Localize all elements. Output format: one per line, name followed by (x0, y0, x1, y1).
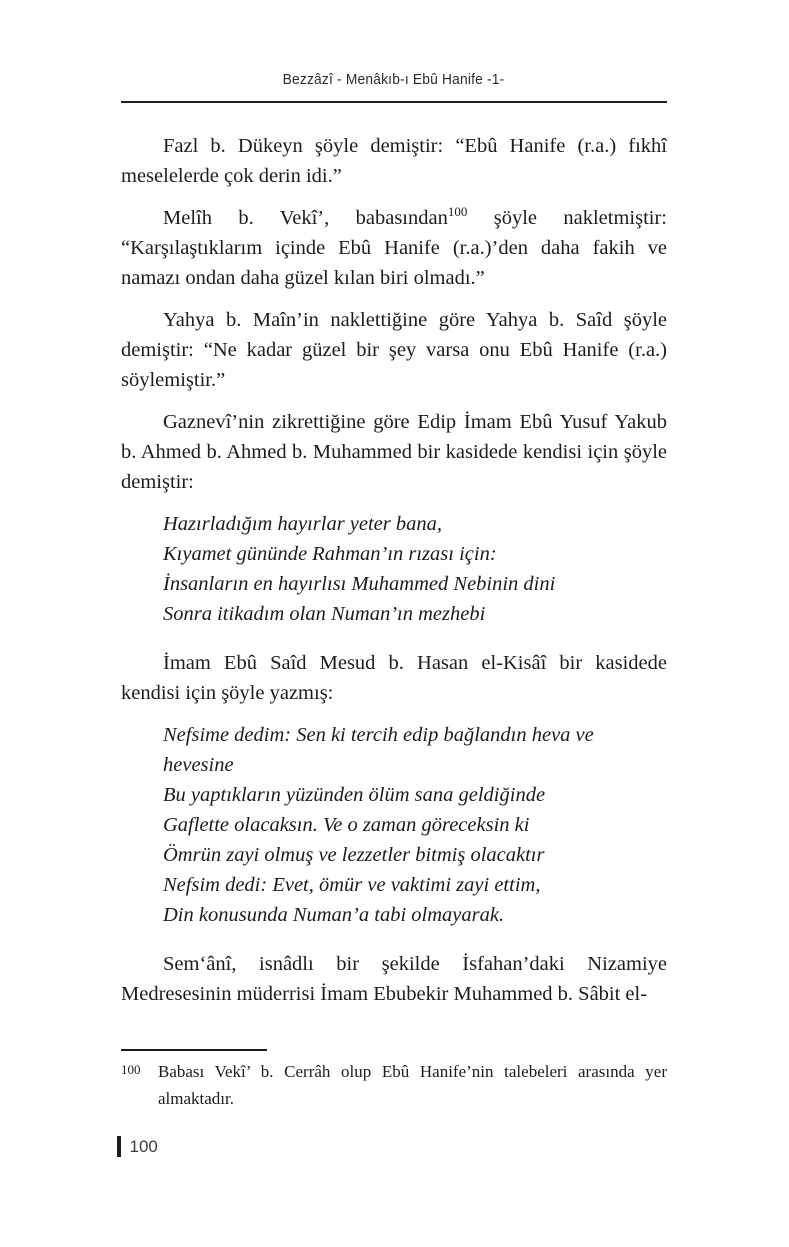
footnote-separator (121, 1049, 267, 1051)
paragraph-3: Yahya b. Maîn’in naklettiğine göre Yahya b. Saîd şöyle demiştir: “Ne kadar güzel bir şey varsa onu Ebû Hanife (r.a.) söylemiştir.” (121, 309, 667, 391)
header-rule (121, 101, 667, 103)
footnote-text: Babası Vekî’ b. Cerrâh olup Ebû Hanife’nin talebeleri arasında yer almaktadır. (158, 1062, 667, 1108)
poem-1-line: Kıyamet gününde Rahman’ın rızası için: (163, 543, 497, 565)
page-number (117, 1136, 158, 1157)
running-header-title: Bezzâzî - Menâkıb-ı Ebû Hanife -1- (283, 71, 505, 88)
poem-2-line: Bu yaptıkların yüzünden ölüm sana geldiğinde (163, 784, 546, 806)
paragraph-2 (121, 203, 667, 293)
poem-2 (163, 720, 667, 930)
page-number-value: 100 (129, 1137, 158, 1156)
paragraph-1: Fazl b. Dükeyn şöyle demiştir: “Ebû Hanife (r.a.) fıkhî meselelerde çok derin idi.” (121, 135, 667, 187)
poem-2-line: Din konusunda Numan’a tabi olmayarak. (163, 904, 505, 926)
poem-2-line: Gaflette olacaksın. Ve o zaman göreceksin ki (163, 814, 530, 836)
running-header (121, 71, 667, 88)
paragraph-2-before-ref: Melîh b. Vekî’, babasından (163, 207, 448, 229)
footnote-reference-100: 100 (447, 204, 468, 220)
paragraph-6: Sem‘ânî, isnâdlı bir şekilde İsfahan’daki Nizamiye Medresesinin müderrisi İmam Ebubekir Muhammed b. Sâbit el- (121, 953, 667, 1005)
page-number-bar (117, 1136, 121, 1157)
footnote-100 (121, 1058, 667, 1112)
paragraph-4: Gaznevî’nin zikrettiğine göre Edip İmam Ebû Yusuf Yakub b. Ahmed b. Ahmed b. Muhammed bir kasidede kendisi için şöyle demiştir: (121, 411, 667, 493)
poem-1-line: Sonra itikadım olan Numan’ın mezhebi (163, 603, 486, 625)
poem-2-line: hevesine (163, 754, 234, 776)
poem-1 (163, 509, 667, 629)
poem-1-line: İnsanların en hayırlısı Muhammed Nebinin dini (163, 573, 556, 595)
poem-1-line: Hazırladığım hayırlar yeter bana, (163, 513, 443, 535)
paragraph-2-after-ref: şöyle nakletmiştir: “Karşılaştıklarım içinde Ebû Hanife (r.a.)’den daha fakih ve namazı ondan daha güzel kılan biri olmadı.” (121, 207, 667, 289)
poem-2-line: Nefsim dedi: Evet, ömür ve vaktimi zayi ettim, (163, 874, 541, 896)
body-text (121, 131, 667, 1009)
paragraph-5: İmam Ebû Saîd Mesud b. Hasan el-Kisâî bir kasidede kendisi için şöyle yazmış: (121, 652, 667, 704)
footnote-marker: 100 (121, 1062, 141, 1077)
poem-2-line: Nefsime dedim: Sen ki tercih edip bağlandın heva ve (163, 724, 594, 746)
poem-2-line: Ömrün zayi olmuş ve lezzetler bitmiş olacaktır (163, 844, 545, 866)
